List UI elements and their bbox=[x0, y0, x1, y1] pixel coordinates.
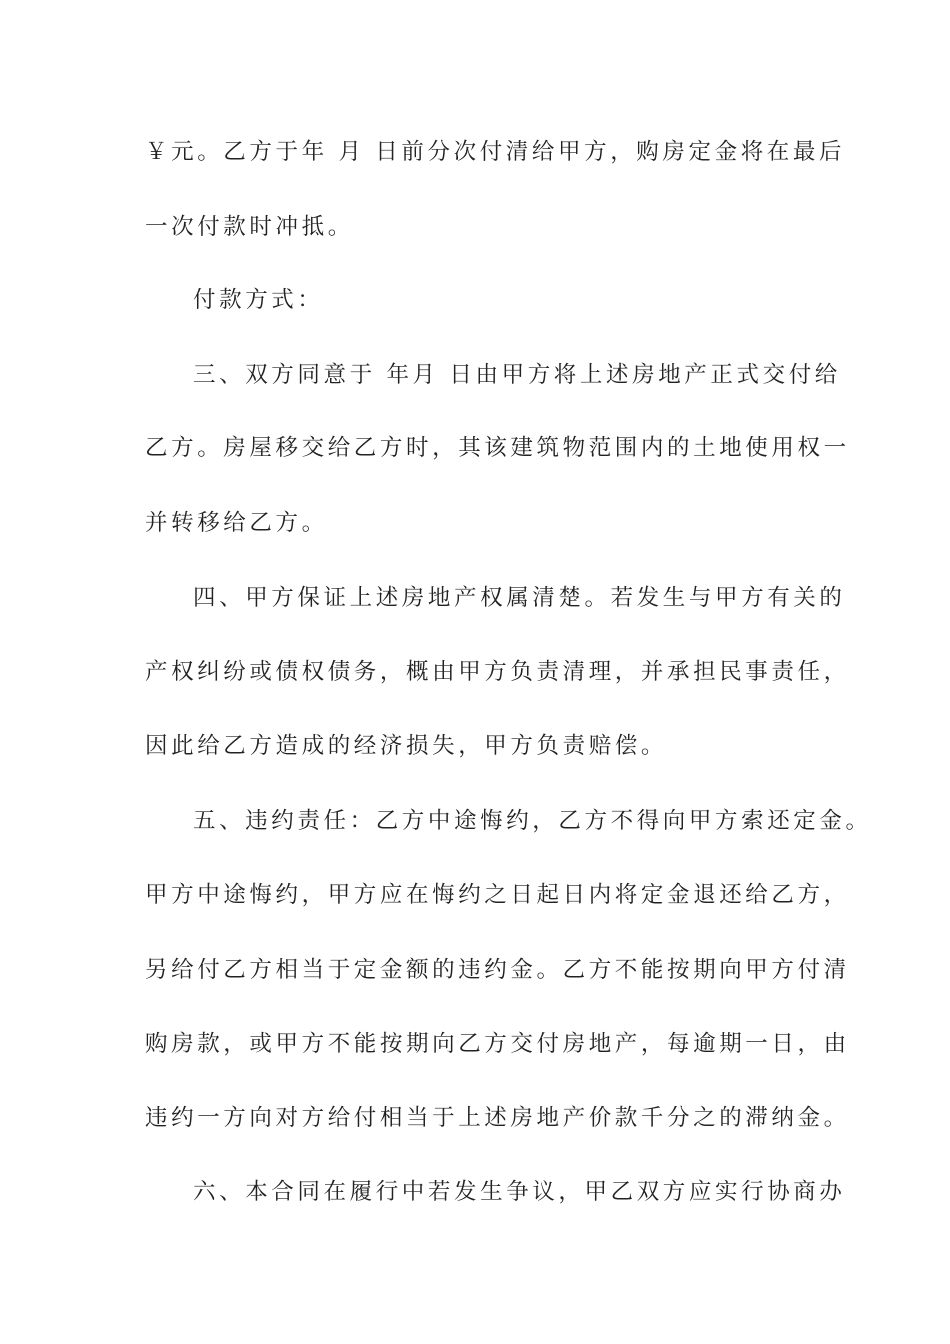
text-line: 五、违约责任：乙方中途悔约，乙方不得向甲方索还定金。 bbox=[193, 808, 872, 834]
text-line: 乙方。房屋移交给乙方时，其该建筑物范围内的土地使用权一 bbox=[145, 435, 850, 461]
text-line: 另给付乙方相当于定金额的违约金。乙方不能按期向甲方付清 bbox=[145, 957, 850, 983]
text-line: 六、本合同在履行中若发生争议，甲乙双方应实行协商办 bbox=[193, 1179, 846, 1205]
text-line: 一次付款时冲抵。 bbox=[145, 214, 354, 240]
text-line: 因此给乙方造成的经济损失，甲方负责赔偿。 bbox=[145, 733, 668, 759]
text-line: ￥元。乙方于年 月 日前分次付清给甲方，购房定金将在最后 bbox=[145, 139, 846, 165]
text-line: 甲方中途悔约，甲方应在悔约之日起日内将定金退还给乙方， bbox=[145, 882, 850, 908]
text-line: 三、双方同意于 年月 日由甲方将上述房地产正式交付给 bbox=[193, 362, 841, 388]
text-line: 购房款，或甲方不能按期向乙方交付房地产，每逾期一日，由 bbox=[145, 1031, 850, 1057]
text-line: 违约一方向对方给付相当于上述房地产价款千分之的滞纳金。 bbox=[145, 1105, 850, 1131]
text-line: 付款方式： bbox=[193, 287, 324, 313]
text-line: 产权纠纷或债权债务，概由甲方负责清理，并承担民事责任， bbox=[145, 659, 850, 685]
text-line: 四、甲方保证上述房地产权属清楚。若发生与甲方有关的 bbox=[193, 585, 846, 611]
text-line: 并转移给乙方。 bbox=[145, 510, 328, 536]
